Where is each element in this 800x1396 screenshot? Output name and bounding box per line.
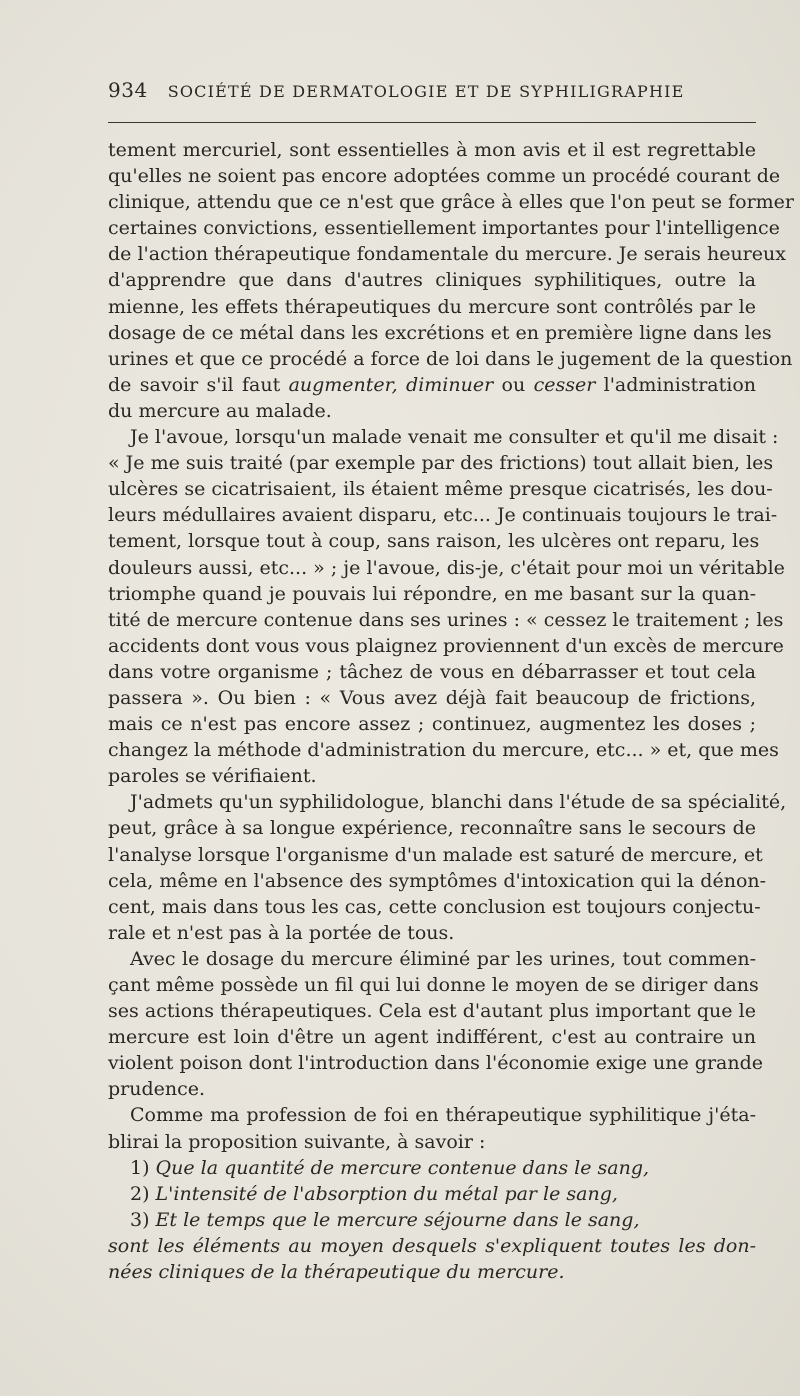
text-line: mercure est loin d'être un agent indifférent, c'est au contraire un	[108, 1026, 756, 1049]
text-line: prudence.	[108, 1078, 206, 1101]
text-line: changez la méthode d'administration du mercure, etc... » et, que mes	[108, 739, 779, 762]
text-fragment: ou	[493, 373, 534, 396]
text-line: de l'action thérapeutique fondamentale du mercure. Je serais heureux	[108, 243, 786, 266]
proposition-list	[108, 1155, 756, 1233]
text-line: peut, grâce à sa longue expérience, reconnaître sans le secours de	[108, 817, 756, 840]
text-line: ulcères se cicatrisaient, ils étaient même presque cicatrisés, les dou-	[108, 478, 773, 501]
paragraph-1	[108, 137, 795, 424]
proposition-item	[108, 1155, 756, 1181]
proposition-text: Et le temps que le mercure séjourne dans le sang,	[155, 1208, 640, 1231]
conclusion	[108, 1233, 756, 1285]
page-header	[108, 78, 756, 106]
text-line: clinique, attendu que ce n'est que grâce à elles que l'on peut se former	[108, 191, 795, 214]
text-line: qu'elles ne soient pas encore adoptées comme un procédé courant de	[108, 165, 781, 188]
text-line: certaines convictions, essentiellement importantes pour l'intelligence	[108, 217, 780, 240]
proposition-text: Que la quantité de mercure contenue dans le sang,	[155, 1156, 650, 1179]
running-head: SOCIÉTÉ DE DERMATOLOGIE ET DE SYPHILIGRAPHIE	[167, 82, 685, 101]
text-line: Avec le dosage du mercure éliminé par les urines, tout commen-	[130, 947, 756, 970]
text-line: cela, même en l'absence des symptômes d'intoxication qui la dénon-	[108, 869, 767, 892]
text-line: leurs médullaires avaient disparu, etc... Je continuais toujours le trai-	[108, 504, 778, 527]
conclusion-line	[108, 1233, 756, 1259]
text-line: J'admets qu'un syphilidologue, blanchi dans l'étude de sa spécialité,	[130, 791, 787, 814]
text-line: du mercure au malade.	[108, 399, 332, 422]
text-line: d'apprendre que dans d'autres cliniques syphilitiques, outre la	[108, 269, 756, 292]
text-line: tement mercuriel, sont essentielles à mon avis et il est regrettable	[108, 139, 756, 161]
paragraph-5	[108, 1102, 756, 1154]
text-line: blirai la proposition suivante, à savoir :	[108, 1130, 486, 1153]
proposition-item	[108, 1181, 756, 1207]
paragraph-2	[108, 424, 785, 789]
proposition-number: 3)	[130, 1208, 156, 1231]
emphasis-text: augmenter, diminuer	[288, 373, 494, 396]
text-line: urines et que ce procédé a force de loi dans le jugement de la question	[108, 347, 793, 370]
text-line: douleurs aussi, etc... » ; je l'avoue, dis-je, c'était pour moi un véritable	[108, 556, 785, 579]
text-line: paroles se vérifiaient.	[108, 765, 317, 788]
text-line: çant même possède un fil qui lui donne le moyen de se diriger dans	[108, 974, 759, 996]
text-fragment: l'administration	[595, 373, 757, 396]
text-line: tité de mercure contenue dans ses urines : « cessez le traitement ; les	[108, 608, 784, 631]
text-line: triomphe quand je pouvais lui répondre, en me basant sur la quan-	[108, 582, 756, 605]
paragraph-3	[108, 789, 787, 946]
text-line: dosage de ce métal dans les excrétions et en première ligne dans les	[108, 321, 772, 344]
text-line: l'analyse lorsque l'organisme d'un malade est saturé de mercure, et	[108, 843, 763, 866]
text-line: « Je me suis traité (par exemple par des frictions) tout allait bien, les	[108, 452, 774, 475]
conclusion-line	[108, 1259, 756, 1285]
conclusion-text: sont les éléments au moyen desquels s'expliquent toutes les don-	[108, 1234, 756, 1257]
text-line: passera ». Ou bien : « Vous avez déjà fait beaucoup de frictions,	[108, 686, 756, 709]
emphasis-text: cesser	[533, 373, 596, 396]
text-line: accidents dont vous vous plaignez proviennent d'un excès de mercure	[108, 634, 784, 657]
text-line: tement, lorsque tout à coup, sans raison, les ulcères ont reparu, les	[108, 530, 760, 553]
text-line: mienne, les effets thérapeutiques du mercure sont contrôlés par le	[108, 295, 756, 318]
proposition-item	[108, 1207, 756, 1233]
text-line: ses actions thérapeutiques. Cela est d'autant plus important que le	[108, 1000, 756, 1023]
paragraph-4	[108, 946, 764, 1103]
proposition-number: 1)	[130, 1156, 156, 1179]
page-number: 934	[108, 78, 148, 102]
text-line: violent poison dont l'introduction dans l'économie exige une grande	[108, 1052, 764, 1075]
text-line: dans votre organisme ; tâchez de vous en débarrasser et tout cela	[108, 660, 756, 683]
text-line: Comme ma profession de foi en thérapeutique syphilitique j'éta-	[130, 1104, 756, 1127]
text-line: cent, mais dans tous les cas, cette conclusion est toujours conjectu-	[108, 895, 761, 918]
header-rule	[108, 122, 756, 123]
body-text	[108, 137, 795, 1285]
text-line: mais ce n'est pas encore assez ; continuez, augmentez les doses ;	[108, 713, 756, 736]
text-line-with-emphasis	[108, 372, 756, 398]
text-line: Je l'avoue, lorsqu'un malade venait me consulter et qu'il me disait :	[130, 426, 779, 449]
proposition-number: 2)	[130, 1182, 156, 1205]
text-fragment: de savoir s'il faut	[108, 373, 289, 396]
conclusion-text: nées cliniques de la thérapeutique du mercure.	[108, 1261, 565, 1284]
proposition-text: L'intensité de l'absorption du métal par le sang,	[155, 1182, 618, 1205]
text-line: rale et n'est pas à la portée de tous.	[108, 921, 455, 944]
